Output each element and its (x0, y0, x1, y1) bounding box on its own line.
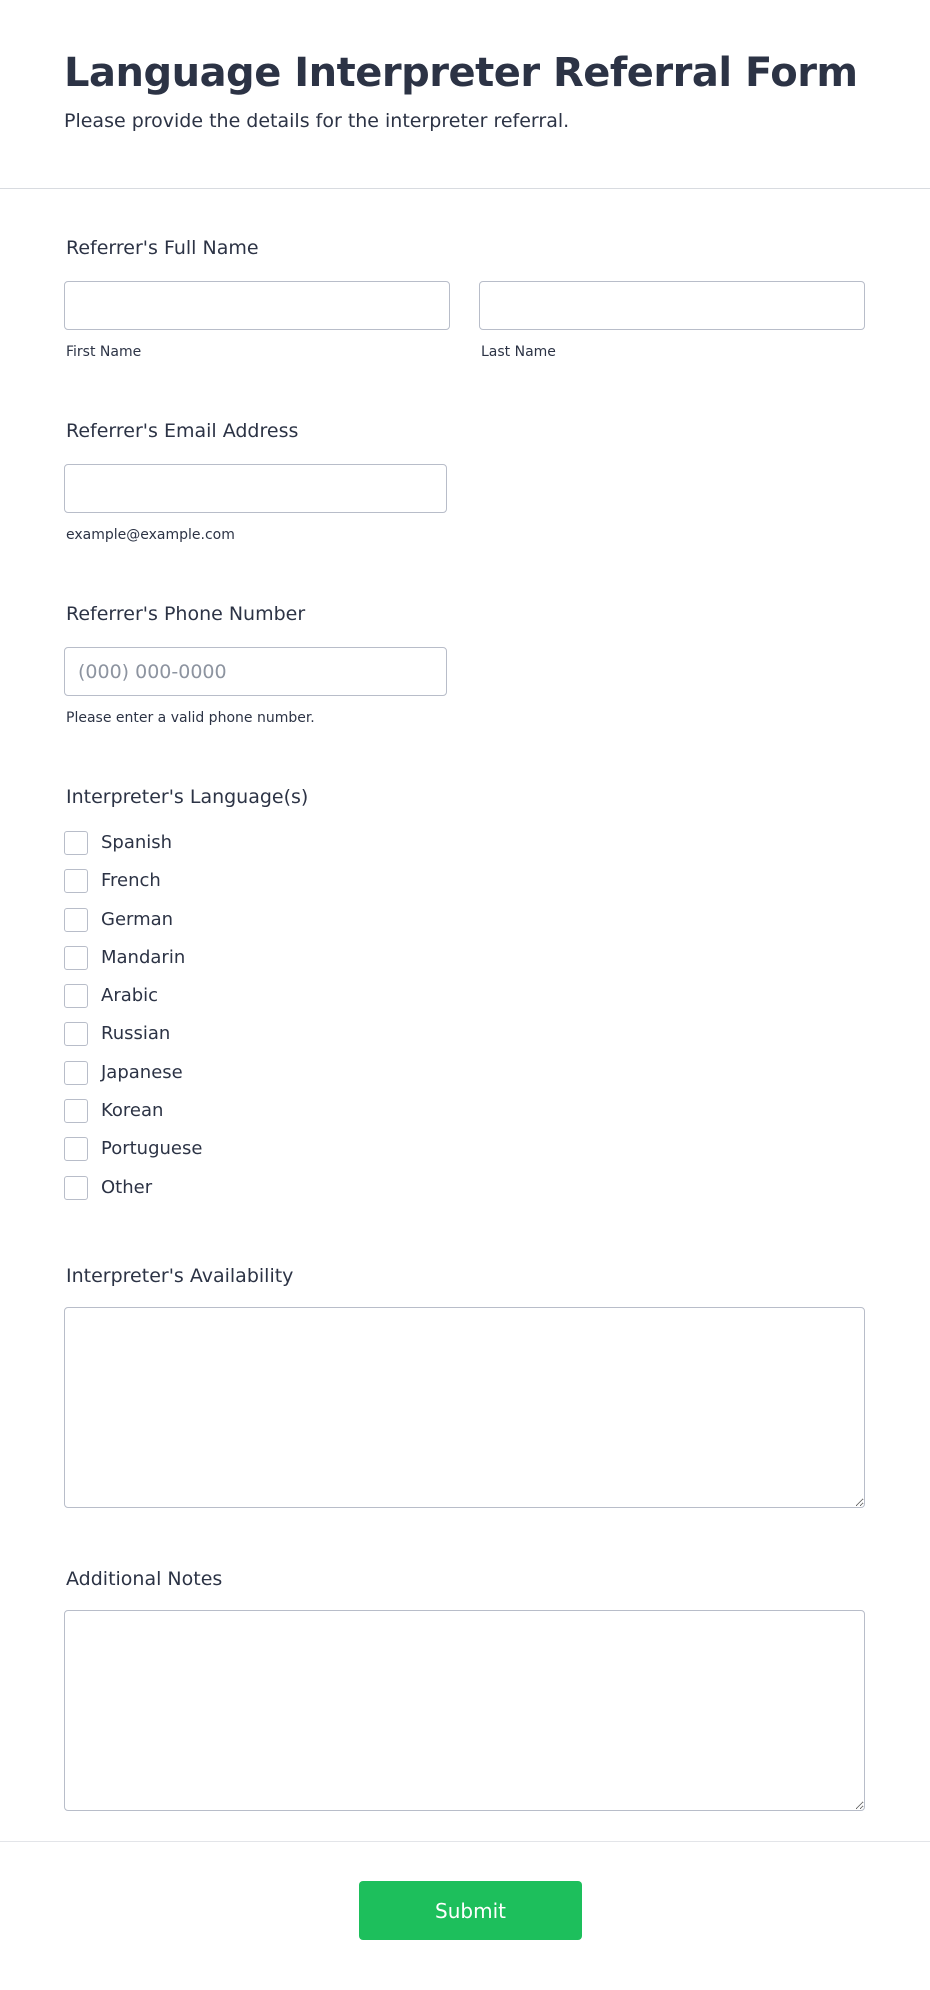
checkbox-item-other[interactable] (64, 1176, 464, 1214)
checkbox-item-russian[interactable] (64, 1022, 464, 1060)
email-label: Referrer's Email Address (66, 420, 299, 442)
checkbox-korean[interactable] (64, 1099, 88, 1123)
checkbox-other[interactable] (64, 1176, 88, 1200)
checkbox-item-german[interactable] (64, 908, 464, 946)
checkbox-label-spanish[interactable]: Spanish (101, 832, 173, 853)
checkbox-item-french[interactable] (64, 869, 464, 907)
checkbox-item-mandarin[interactable] (64, 946, 464, 984)
email-sublabel: example@example.com (66, 527, 235, 543)
checkbox-label-other[interactable]: Other (101, 1176, 153, 1198)
checkbox-label-arabic[interactable]: Arabic (101, 985, 159, 1007)
checkbox-item-korean[interactable] (64, 1099, 464, 1137)
availability-textarea[interactable] (64, 1307, 865, 1508)
checkbox-portuguese[interactable] (64, 1137, 88, 1161)
last-name-sublabel: Last Name (481, 344, 556, 360)
first-name-sublabel: First Name (66, 344, 142, 360)
form-subtitle: Please provide the details for the interpreter referral. (64, 110, 570, 132)
form-header (0, 0, 930, 189)
checkbox-arabic[interactable] (64, 984, 88, 1008)
checkbox-french[interactable] (64, 869, 88, 893)
notes-label: Additional Notes (66, 1568, 223, 1590)
checkbox-item-spanish[interactable] (64, 831, 464, 869)
checkbox-label-russian[interactable]: Russian (101, 1023, 171, 1045)
checkbox-japanese[interactable] (64, 1061, 88, 1085)
languages-checkbox-list (64, 831, 464, 1214)
checkbox-label-korean[interactable]: Korean (101, 1100, 164, 1122)
form-footer (0, 1841, 930, 1990)
last-name-input[interactable] (479, 281, 865, 330)
submit-button[interactable]: Submit (359, 1881, 582, 1940)
checkbox-label-french[interactable]: French (101, 870, 161, 892)
full-name-label: Referrer's Full Name (66, 237, 259, 259)
first-name-input[interactable] (64, 281, 450, 330)
checkbox-russian[interactable] (64, 1022, 88, 1046)
checkbox-label-mandarin[interactable]: Mandarin (101, 946, 186, 968)
checkbox-label-german[interactable]: German (101, 908, 174, 930)
checkbox-mandarin[interactable] (64, 946, 88, 970)
languages-label: Interpreter's Language(s) (66, 786, 309, 808)
form-title: Language Interpreter Referral Form (64, 50, 858, 96)
checkbox-label-portuguese[interactable]: Portuguese (101, 1138, 203, 1160)
email-input[interactable] (64, 464, 447, 513)
checkbox-item-japanese[interactable] (64, 1061, 464, 1099)
phone-sublabel: Please enter a valid phone number. (66, 710, 315, 726)
phone-label: Referrer's Phone Number (66, 603, 306, 625)
phone-input[interactable] (64, 647, 447, 696)
checkbox-item-arabic[interactable] (64, 984, 464, 1022)
checkbox-spanish[interactable] (64, 831, 88, 855)
checkbox-german[interactable] (64, 908, 88, 932)
checkbox-label-japanese[interactable]: Japanese (101, 1061, 183, 1083)
availability-label: Interpreter's Availability (66, 1265, 294, 1287)
notes-textarea[interactable] (64, 1610, 865, 1811)
checkbox-item-portuguese[interactable] (64, 1137, 464, 1175)
